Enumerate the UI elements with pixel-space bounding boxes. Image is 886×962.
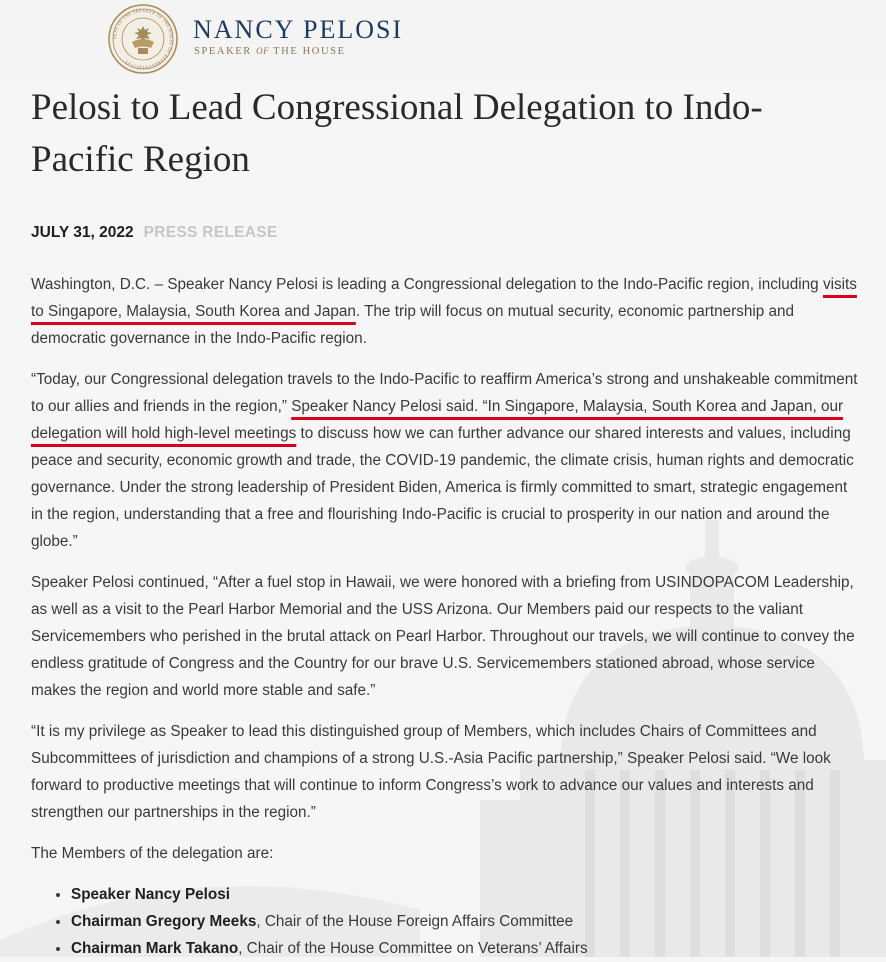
p2-text-b: to discuss how we can further advance our shared interests and values, including peace and security, economic growth and trade, the COVID-19 pandemic, the climate crisis, human rights and democratic governance. Under the strong leadership of President Biden, America is firmly committed to smart, strategic engagement in the region, understanding that a free and flourishing Indo-Pacific is crucial to prosperity in our nation and around the globe.” bbox=[31, 425, 854, 550]
p1-text-a: Washington, D.C. – Speaker Nancy Pelosi is leading a Congressional delegation to the Indo-Pacific region, including bbox=[31, 276, 823, 293]
member-role: , Chair of the House Committee on Veterans’ Affairs bbox=[238, 940, 588, 957]
member-role: , Chair of the House Foreign Affairs Committee bbox=[256, 913, 574, 930]
p2-highlight: Speaker Nancy Pelosi said. “In Singapore, Malaysia, South Korea and Japan, our delegation will hold high-level meetings bbox=[31, 398, 844, 442]
article-date: JULY 31, 2022 bbox=[31, 224, 134, 241]
subtitle-speaker: SPEAKER bbox=[194, 46, 252, 57]
site-header bbox=[0, 0, 886, 78]
member-name: Chairman Mark Takano bbox=[71, 940, 239, 957]
article-body bbox=[31, 271, 861, 962]
site-subtitle bbox=[194, 46, 346, 57]
p2-text-a: “Today, our Congressional delegation travels to the Indo-Pacific to reaffirm America’s strong and unshakeable commitment to our allies and friends in the region,” bbox=[31, 371, 858, 415]
site-name[interactable]: NANCY PELOSI bbox=[193, 15, 404, 44]
paragraph-3: Speaker Pelosi continued, “After a fuel stop in Hawaii, we were honored with a briefing from USINDOPACOM Leadership, as well as a visit to the Pearl Harbor Memorial and the USS Arizona. Our Members paid our respects to the valiant Servicemembers who perished in the brutal attack on Pearl Harbor. Throughout our travels, we will continue to convey the endless gratitude of Congress and the Country for our brave U.S. Servicemembers stationed abroad, whose service makes the region and world more stable and safe.” bbox=[31, 574, 855, 699]
member-name: Chairman Gregory Meeks bbox=[71, 913, 257, 930]
article-meta bbox=[31, 224, 278, 242]
subtitle-of: OF bbox=[256, 46, 270, 56]
article-category[interactable]: PRESS RELEASE bbox=[143, 224, 278, 241]
paragraph-4: “It is my privilege as Speaker to lead this distinguished group of Members, which includes Chairs of Committees and Subcommittees of jurisdiction and champions of a strong U.S.-Asia Pacific partnership,” Speaker Pelosi said. “We look forward to productive meetings that will continue to inform Congress’s work to advance our values and interests and strengthen our partnerships in the region.” bbox=[31, 723, 831, 821]
member-name: Speaker Nancy Pelosi bbox=[71, 886, 231, 903]
list-item bbox=[71, 881, 861, 908]
speaker-seal-logo[interactable] bbox=[108, 4, 178, 74]
paragraph-1 bbox=[31, 271, 861, 352]
members-list bbox=[31, 881, 861, 962]
article-title: Pelosi to Lead Congressional Delegation to Indo-Pacific Region bbox=[31, 87, 763, 180]
p1-highlight: visits to Singapore, Malaysia, South Korea and Japan bbox=[31, 276, 857, 320]
svg-text:SEAL OF THE SPEAKER OF THE HOU: SEAL OF THE SPEAKER OF THE HOUSE OF REPRESENTATIVES bbox=[111, 7, 175, 71]
p1-text-b: . The trip will focus on mutual security, economic partnership and democratic governance in the Indo-Pacific region. bbox=[31, 303, 795, 347]
members-intro: The Members of the delegation are: bbox=[31, 845, 274, 862]
list-item bbox=[71, 935, 861, 962]
paragraph-2 bbox=[31, 366, 861, 555]
subtitle-house: THE HOUSE bbox=[273, 46, 346, 57]
list-item bbox=[71, 908, 861, 935]
